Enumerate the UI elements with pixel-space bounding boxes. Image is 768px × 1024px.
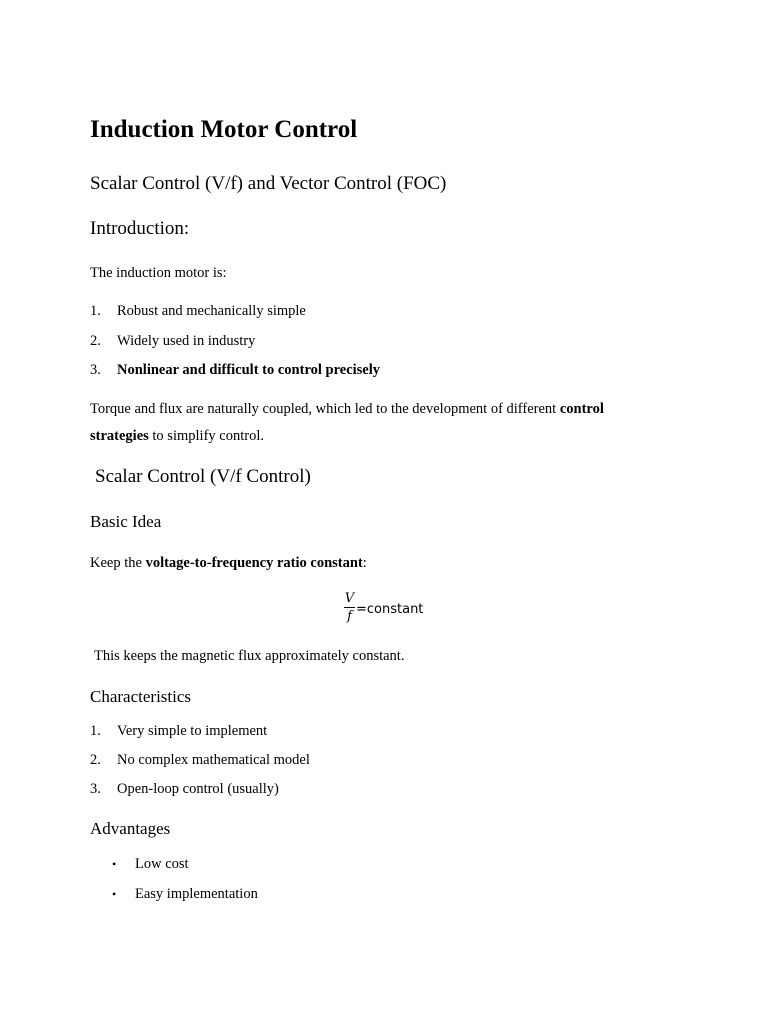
- bullet-icon: •: [112, 887, 117, 901]
- list-item: [0, 856, 700, 876]
- paragraph-text: :: [362, 555, 367, 571]
- intro-lead-text: The induction motor is:: [90, 265, 227, 281]
- list-number: 3.: [90, 362, 101, 378]
- advantages-heading: Advantages: [90, 819, 171, 838]
- list-item: [0, 303, 700, 323]
- coupling-paragraph-line2: [90, 428, 264, 445]
- flux-note: This keeps the magnetic flux approximately constant.: [94, 648, 405, 664]
- fraction-bar: [344, 607, 355, 608]
- introduction-heading: Introduction:: [90, 218, 190, 239]
- list-item-text: Open-loop control (usually): [117, 781, 279, 797]
- scalar-control-heading: Scalar Control (V/f Control): [95, 466, 311, 487]
- list-item: [0, 781, 700, 801]
- list-item-text: No complex mathematical model: [117, 752, 310, 768]
- list-item: [0, 723, 700, 743]
- list-item-text: Very simple to implement: [117, 723, 268, 739]
- characteristics-heading: Characteristics: [90, 687, 192, 706]
- equation-rhs: =constant: [356, 602, 424, 617]
- document-title: Induction Motor Control: [90, 116, 358, 143]
- keep-ratio-paragraph: [90, 555, 367, 572]
- list-number: 1.: [90, 303, 101, 319]
- list-number: 2.: [90, 752, 101, 768]
- emphasis-text: strategies: [90, 428, 149, 444]
- emphasis-text: voltage-to-frequency ratio constant: [145, 555, 363, 571]
- fraction-numerator: V: [344, 591, 355, 606]
- fraction: [343, 591, 356, 624]
- list-item-text: Widely used in industry: [117, 333, 256, 349]
- emphasis-text: control: [559, 401, 604, 417]
- bullet-icon: •: [112, 857, 117, 871]
- fraction-denominator: f: [347, 609, 352, 624]
- paragraph-text: to simplify control.: [148, 428, 264, 444]
- document-subtitle: Scalar Control (V/f) and Vector Control (FOC): [90, 173, 447, 194]
- list-number: 2.: [90, 333, 101, 349]
- basic-idea-heading: Basic Idea: [90, 512, 162, 531]
- coupling-paragraph-line1: [90, 401, 604, 418]
- list-number: 1.: [90, 723, 101, 739]
- list-item-text: Easy implementation: [135, 886, 258, 902]
- paragraph-text: Torque and flux are naturally coupled, which led to the development of different: [90, 401, 560, 417]
- list-item: [0, 362, 700, 382]
- list-number: 3.: [90, 781, 101, 797]
- paragraph-text: Keep the: [90, 555, 146, 571]
- list-item-text: Robust and mechanically simple: [117, 303, 306, 319]
- list-item: [0, 333, 700, 353]
- list-item-text: Nonlinear and difficult to control precisely: [117, 362, 381, 378]
- list-item-text: Low cost: [135, 856, 189, 872]
- list-item: [0, 886, 700, 906]
- list-item: [0, 752, 700, 772]
